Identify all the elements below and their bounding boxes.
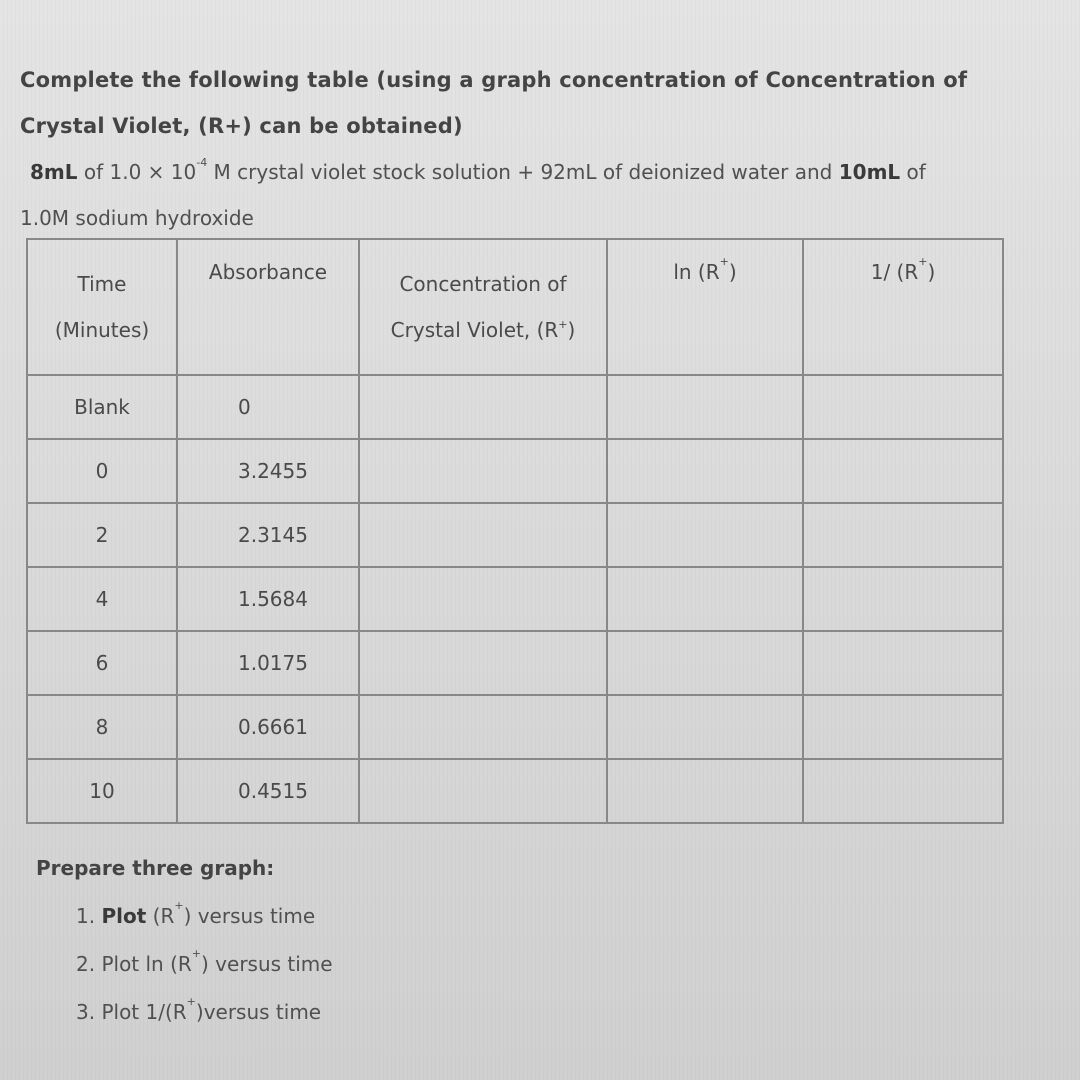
cell-concentration[interactable] <box>359 439 607 503</box>
instruction-line-1: Complete the following table (using a graph concentration of Concentration of <box>20 68 968 92</box>
cell-concentration[interactable] <box>359 631 607 695</box>
graph-item-pre: Plot 1/(R <box>95 1000 187 1024</box>
header-absorbance <box>177 239 359 375</box>
graphs-title: Prepare three graph: <box>36 856 275 880</box>
graph-item-plus: + <box>186 995 196 1008</box>
graph-item-pre: Plot ln (R <box>95 952 192 976</box>
graph-item-post: ) versus time <box>201 952 333 976</box>
header-ln-plus: + <box>719 255 729 268</box>
cell-concentration[interactable] <box>359 759 607 823</box>
header-ln-close: ) <box>728 260 737 284</box>
cell-absorbance: 0.4515 <box>177 759 359 823</box>
table-row <box>27 439 1003 503</box>
header-inv-text: 1/ (R <box>870 260 919 284</box>
cell-ln[interactable] <box>607 375 803 439</box>
cell-inverse[interactable] <box>803 759 1003 823</box>
cell-absorbance: 1.5684 <box>177 567 359 631</box>
cell-time: 6 <box>27 631 177 695</box>
cell-inverse[interactable] <box>803 503 1003 567</box>
cell-ln[interactable] <box>607 631 803 695</box>
table-row <box>27 503 1003 567</box>
header-time <box>27 239 177 375</box>
header-ln-text: ln (R <box>673 260 720 284</box>
table-header-row <box>27 239 1003 375</box>
cell-ln[interactable] <box>607 759 803 823</box>
cell-concentration[interactable] <box>359 375 607 439</box>
cell-time: Blank <box>27 375 177 439</box>
graph-item-3 <box>76 995 322 1024</box>
cell-inverse[interactable] <box>803 567 1003 631</box>
cell-concentration[interactable] <box>359 503 607 567</box>
stock-text-1: of 1.0 × 10 <box>77 160 197 184</box>
graph-item-post: ) versus time <box>183 904 316 928</box>
data-table <box>26 238 1004 824</box>
graph-item-pre: (R <box>146 904 175 928</box>
stock-solution-line <box>30 156 926 184</box>
graph-item-number: 2. <box>76 952 96 976</box>
cell-inverse[interactable] <box>803 439 1003 503</box>
cell-inverse[interactable] <box>803 631 1003 695</box>
cell-ln[interactable] <box>607 695 803 759</box>
table-row <box>27 759 1003 823</box>
header-time-line1: Time <box>77 272 127 296</box>
cell-time: 10 <box>27 759 177 823</box>
table-row <box>27 375 1003 439</box>
cell-inverse[interactable] <box>803 695 1003 759</box>
header-ln <box>607 239 803 375</box>
graph-item-number: 1. <box>76 904 96 928</box>
graph-item-bold: Plot <box>101 904 147 928</box>
stock-amount-2: 10mL <box>838 160 901 184</box>
header-conc-plus: + <box>558 318 568 331</box>
graph-item-1 <box>76 899 316 928</box>
cell-time: 2 <box>27 503 177 567</box>
stock-text-2: M crystal violet stock solution + 92mL of deionized water and <box>207 160 839 184</box>
graph-item-plus: + <box>174 899 184 912</box>
cell-time: 4 <box>27 567 177 631</box>
stock-amount-1: 8mL <box>30 160 78 184</box>
stock-text-3: of <box>900 160 926 184</box>
table-row <box>27 695 1003 759</box>
header-conc-text: Crystal Violet, (R <box>390 318 559 342</box>
cell-concentration[interactable] <box>359 695 607 759</box>
graph-item-2 <box>76 947 333 976</box>
header-concentration <box>359 239 607 375</box>
header-absorbance-label: Absorbance <box>208 260 328 284</box>
cell-ln[interactable] <box>607 567 803 631</box>
header-time-line2: (Minutes) <box>54 318 150 342</box>
cell-absorbance: 0 <box>177 375 359 439</box>
stock-exponent: -4 <box>196 156 208 169</box>
cell-inverse[interactable] <box>803 375 1003 439</box>
cell-absorbance: 2.3145 <box>177 503 359 567</box>
header-inv-plus: + <box>918 255 928 268</box>
instruction-line-2: Crystal Violet, (R+) can be obtained) <box>20 114 463 138</box>
header-conc-line2 <box>360 307 606 353</box>
graph-item-post: )versus time <box>195 1000 322 1024</box>
cell-absorbance: 0.6661 <box>177 695 359 759</box>
cell-ln[interactable] <box>607 503 803 567</box>
cell-time: 8 <box>27 695 177 759</box>
cell-absorbance: 1.0175 <box>177 631 359 695</box>
cell-time: 0 <box>27 439 177 503</box>
table-row <box>27 567 1003 631</box>
header-conc-line1: Concentration of <box>399 272 567 296</box>
stock-solution-line-2: 1.0M sodium hydroxide <box>20 206 254 230</box>
header-inv-close: ) <box>927 260 936 284</box>
table-row <box>27 631 1003 695</box>
cell-absorbance: 3.2455 <box>177 439 359 503</box>
cell-ln[interactable] <box>607 439 803 503</box>
graph-item-plus: + <box>191 947 202 960</box>
header-inverse <box>803 239 1003 375</box>
cell-concentration[interactable] <box>359 567 607 631</box>
graph-item-number: 3. <box>76 1000 96 1024</box>
header-conc-close: ) <box>567 318 576 342</box>
